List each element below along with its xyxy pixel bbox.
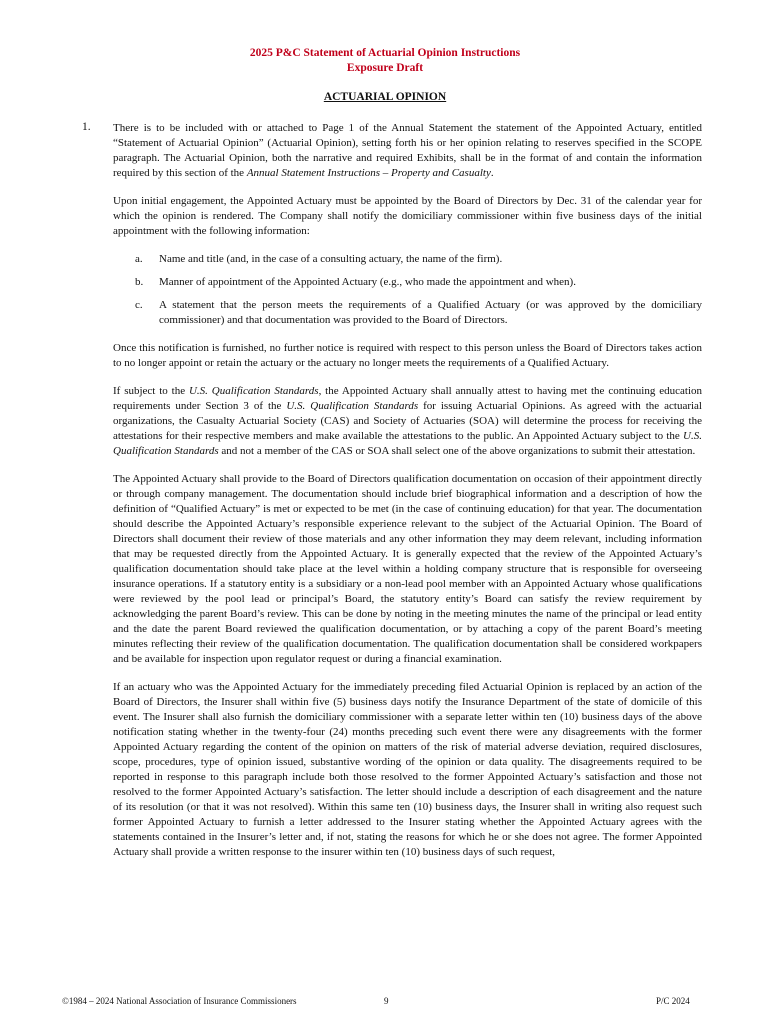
paragraph-1-text: There is to be included with or attached to Page 1 of the Annual Statement the statement of the Appointed Actuary, entitled “Statement of Actuarial Opinion” (Actuarial Opinion), setting forth his or her opinion relating to reserves specified in the SCOPE paragraph. The Actuarial Opinion, both the narrative and required Exhibits, shall be in the format of and contain the information required by this section of the <box>113 122 702 179</box>
document-header-subtitle: Exposure Draft <box>346 62 424 74</box>
paragraph-4-text-1: If subject to the <box>113 385 189 397</box>
footer-copyright: ©1984 – 2024 National Association of Insurance Commissioners <box>62 996 297 1006</box>
list-item <box>113 298 702 328</box>
paragraph-4-text-2: , the Appointed Actuary shall annually attest to having met the continuing education requirements under Section 3 of the <box>113 385 702 412</box>
paragraph-6: If an actuary who was the Appointed Actuary for the immediately preceding filed Actuarial Opinion is replaced by an action of the Board of Directors, the Insurer shall within five (5) business days notify the Insurance Department of the state of domicile of this event. The Insurer shall also furnish the domiciliary commissioner with a separate letter within ten (10) business days of the above notification stating whether in the twenty-four (24) months preceding such event there were any disagreements with the former Appointed Actuary regarding the content of the opinion on matters of the risk of material adverse deviation, required disclosures, scope, procedures, type of opinion issued, substantive wording of the opinion or data quality. The disagreements required to be reported in response to this paragraph include both those resolved to the former Appointed Actuary’s satisfaction and those not resolved to the former Appointed Actuary’s satisfaction. The letter should include a description of each disagreement and the nature of its resolution (or that it was not resolved). Within this same ten (10) business days, the Insurer shall in writing also request such former Appointed Actuary to furnish a letter addressed to the Insurer stating whether the Appointed Actuary agrees with the statements contained in the Insurer’s letter and, if not, stating the reasons for which he or she does not agree. The former Appointed Actuary shall provide a written response to the insurer within ten (10) business days of such request, <box>113 681 702 858</box>
paragraph-3: Once this notification is furnished, no further notice is required with respect to this person unless the Board of Directors takes action to no longer appoint or retain the actuary or the actuary no longer meets the requirements of a Qualified Actuary. <box>113 342 702 369</box>
list-item-label: b. <box>135 276 144 288</box>
list-item <box>113 252 702 267</box>
paragraph-4-reference-3: U.S. Qualification Standards <box>113 430 702 457</box>
paragraph-4-text-3: for issuing Actuarial Opinions. As agreed with the actuarial organizations, the Casualty Actuarial Society (CAS) and Society of Actuaries (SOA) will determine the process for receiving the attestations for their respective members and make available the attestations to the public. An Appointed Actuary subject to the <box>113 400 702 442</box>
document-body <box>113 121 702 873</box>
paragraph-5: The Appointed Actuary shall provide to the Board of Directors qualification documentation on occasion of their appointment directly or through company management. The documentation should include brief biographical information and a description of how the definition of “Qualified Actuary” is met or expected to be met (in the case of continuing education) for that year. The documentation should describe the Appointed Actuary’s responsible experience relevant to the subject of the Actuarial Opinion. The Board of Directors shall document their review of those materials and any other information they may deem relevant, including information that may be requested directly from the Appointed Actuary. It is generally expected that the review of the Appointed Actuary’s qualification documentation should take place at the level within a holding company structure that is responsible for overseeing insurance operations. If a statutory entity is a subsidiary or a non-lead pool member with an Appointed Actuary whose qualifications were reviewed by the pool lead or principal’s Board, the statutory entity’s Board can satisfy the review requirement by acknowledging the parent Board’s review. This can be done by noting in the meeting minutes the name of the principal or lead entity and the date the parent Board reviewed the qualification documentation, or by attaching a copy of the parent Board’s meeting minutes reflecting their review of the qualification documentation. The qualification documentation shall be considered workpapers and be available for inspection upon regulator request or during a financial examination. <box>113 473 702 665</box>
paragraph-4-reference-1: U.S. Qualification Standards <box>188 385 319 397</box>
paragraph-1-end: . <box>490 167 494 179</box>
list-item-text: Manner of appointment of the Appointed Actuary (e.g., who made the appointment and when). <box>159 276 576 288</box>
paragraph-4-text-4: and not a member of the CAS or SOA shall select one of the above organizations to submit their attestation. <box>218 445 696 457</box>
item-number: 1. <box>82 121 91 133</box>
list-item-text: Name and title (and, in the case of a consulting actuary, the name of the firm). <box>159 253 503 265</box>
footer-code: P/C 2024 <box>656 996 690 1006</box>
notification-list <box>113 252 702 328</box>
document-header-title: 2025 P&C Statement of Actuarial Opinion Instructions <box>249 47 521 59</box>
list-item <box>113 275 702 290</box>
paragraph-2: Upon initial engagement, the Appointed Actuary must be appointed by the Board of Directors by Dec. 31 of the calendar year for which the opinion is rendered. The Company shall notify the domiciliary commissioner within five business days of the initial appointment with the following information: <box>113 195 702 237</box>
paragraph-4-reference-2: U.S. Qualification Standards <box>286 400 419 412</box>
list-item-label: c. <box>135 299 143 311</box>
section-title: ACTUARIAL OPINION <box>323 91 447 103</box>
list-item-label: a. <box>135 253 143 265</box>
paragraph-4 <box>113 384 702 459</box>
paragraph-1-reference: Annual Statement Instructions – Property and Casualty <box>246 167 491 179</box>
paragraph-1 <box>113 121 702 181</box>
footer-page-number: 9 <box>384 996 389 1006</box>
list-item-text: A statement that the person meets the requirements of a Qualified Actuary (or was approved by the domiciliary commissioner) and that documentation was provided to the Board of Directors. <box>159 299 702 326</box>
